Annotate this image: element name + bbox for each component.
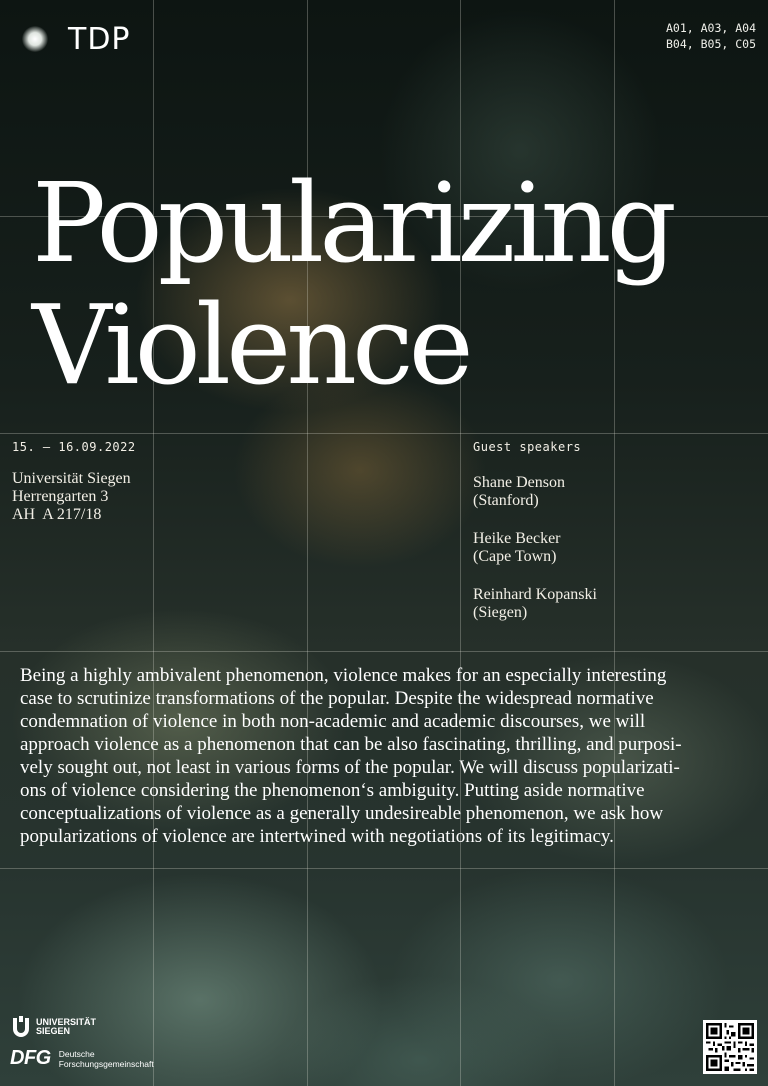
dfg-mark: DFG xyxy=(10,1047,51,1069)
event-venue xyxy=(12,470,131,524)
qr-code-icon[interactable] xyxy=(703,1020,757,1074)
speaker-item xyxy=(473,474,597,510)
speaker-list xyxy=(473,474,597,642)
abstract-line: vely sought out, not least in various forms of the popular. We will discuss popularizati- xyxy=(20,757,680,778)
university-siegen-mark-icon xyxy=(10,1016,32,1038)
speaker-affiliation: (Cape Town) xyxy=(473,548,557,565)
dfg-logo xyxy=(10,1047,154,1070)
dfg-name-line: Deutsche xyxy=(58,1048,95,1059)
speaker-name: Reinhard Kopanski xyxy=(473,586,597,603)
abstract-line: case to scrutinize transformations of the popular. Despite the widespread normative xyxy=(20,688,654,709)
abstract-line: popularizations of violence are intertwined with negotiations of its legitimacy. xyxy=(20,826,614,847)
speakers-heading: Guest speakers xyxy=(473,440,582,454)
university-logo-text xyxy=(36,1018,96,1036)
abstract-line: conceptualizations of violence as a generally undesireable phenomenon, we ask how xyxy=(20,803,664,824)
speaker-affiliation: (Siegen) xyxy=(473,604,528,621)
grid-line xyxy=(0,868,768,869)
speaker-affiliation: (Stanford) xyxy=(473,492,539,509)
event-abstract xyxy=(20,664,760,848)
event-title-line: Popularizing xyxy=(32,159,672,287)
grid-line xyxy=(0,651,768,652)
tdp-logo-text: TDP xyxy=(68,22,131,57)
qr-code-graphic xyxy=(706,1023,754,1071)
dfg-name-line: Forschungsgemeinschaft xyxy=(58,1058,154,1069)
venue-line: Herrengarten 3 xyxy=(12,488,109,505)
project-codes-line: A01, A03, A04 xyxy=(665,21,756,35)
university-logo-line: UNIVERSITÄT xyxy=(36,1017,97,1027)
event-title xyxy=(32,159,672,409)
speaker-item xyxy=(473,530,597,566)
tdp-logo-dot-icon xyxy=(22,26,48,52)
abstract-line: condemnation of violence in both non-academic and academic discourses, we will xyxy=(20,711,646,732)
speaker-item xyxy=(473,586,597,622)
event-title-line: Violence xyxy=(32,281,469,409)
abstract-line: Being a highly ambivalent phenomenon, violence makes for an especially interesting xyxy=(20,665,667,686)
university-siegen-logo xyxy=(10,1016,96,1038)
grid-line xyxy=(0,433,768,434)
dfg-name xyxy=(59,1049,154,1069)
speaker-name: Heike Becker xyxy=(473,530,561,547)
university-logo-line: SIEGEN xyxy=(36,1026,71,1036)
abstract-line: approach violence as a phenomenon that can be also fascinating, thrilling, and purposi- xyxy=(20,734,682,755)
abstract-line: ons of violence considering the phenomenon‘s ambiguity. Putting aside normative xyxy=(20,780,645,801)
speaker-name: Shane Denson xyxy=(473,474,565,491)
venue-line: AH A 217/18 xyxy=(12,506,102,523)
event-dates: 15. – 16.09.2022 xyxy=(12,440,136,454)
project-codes xyxy=(666,20,756,52)
project-codes-line: B04, B05, C05 xyxy=(665,37,756,51)
venue-line: Universität Siegen xyxy=(12,470,131,487)
